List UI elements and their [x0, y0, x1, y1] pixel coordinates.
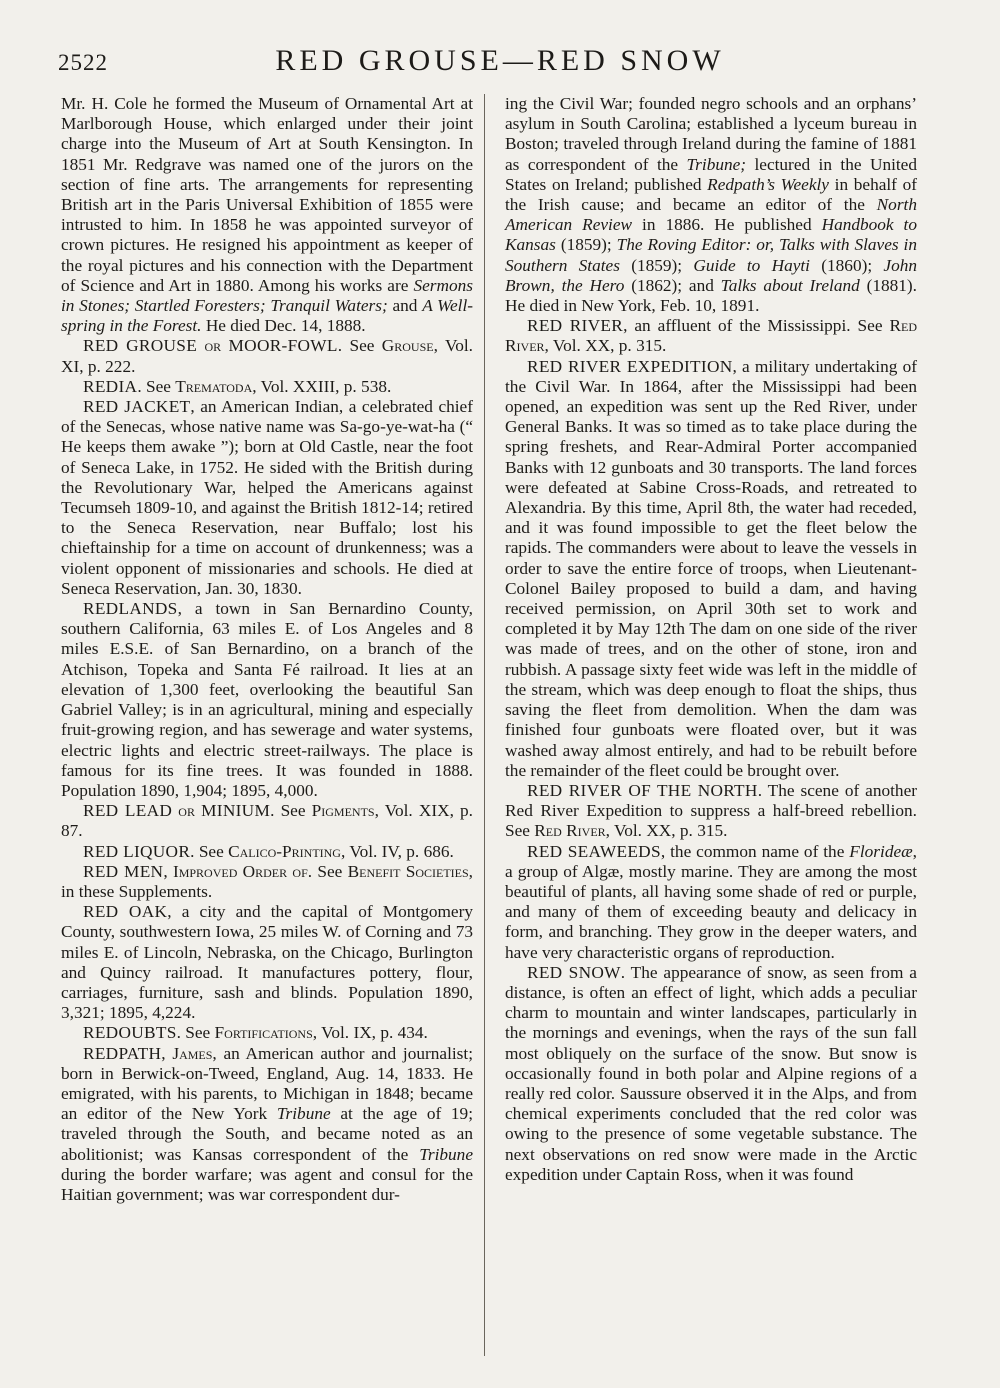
running-title: RED GROUSE—RED SNOW	[275, 44, 725, 77]
entry-paragraph	[61, 397, 473, 599]
entry-paragraph	[61, 94, 473, 336]
entry-text: . The scene of another Red River Expedition to suppress a half-breed rebellion. See	[505, 780, 917, 841]
entry-text: ing the Civil War; founded negro schools and an orphans’ asylum in South Carolina; established a lyceum bureau in Boston; traveled through Ireland during the famine of 1881 as correspondent of the	[505, 94, 917, 174]
entry-paragraph	[61, 862, 473, 902]
entry-text: , Vol. XXIII, p. 538.	[252, 376, 392, 396]
entry-text: , a town in San Bernardino County, southern California, 63 miles E. of Los Angeles and 8 miles E.S.E. of San Bernardino, on a branch of the Atchison, Topeka and Santa Fé railroad. It lies at an elevation of 1,300 feet, overlooking the beautiful San Gabriel Valley; is in an agricultural, mining and especially fruit-growing region, and has sewerage and water systems, electric lights and electric street-railways. The place is famous for its fine trees. It was founded in 1888. Population 1890, 1,904; 1895, 4,000.	[61, 599, 473, 800]
cross-reference: Trematoda	[175, 376, 253, 396]
entry-text: Mr. H. Cole he formed the Museum of Ornamental Art at Marlborough House, which enlarged under their joint charge into the Museum of Art at South Kensington. In 1851 Mr. Redgrave was named one of the jurors on the section of fine arts. The arrangements for representing British art in the Paris Universal Exhibition of 1855 were intrusted to him. In 1858 he was appointed surveyor of crown pictures. He resigned his appointment as keeper of the royal pictures and his connection with the Department of Science and Art in 1880. Among his works are	[61, 94, 473, 295]
entry-text: (1860);	[810, 255, 884, 275]
entry-text: , Vol. XIX, p. 87.	[61, 801, 474, 841]
entry-headword: REDPATH	[83, 1043, 162, 1063]
italic-title: The Roving Editor: or, Talks with Slaves in Southern States	[505, 235, 917, 275]
italic-title: North American Review	[505, 195, 917, 235]
entry-text: . See	[137, 376, 176, 396]
entry-headword: RED JACKET	[83, 397, 191, 417]
entry-text: , Vol. XX, p. 315.	[544, 336, 667, 356]
entry-text: , Vol. IV, p. 686.	[340, 841, 454, 861]
italic-title: Redpath’s Weekly	[707, 174, 829, 194]
entry-paragraph	[61, 377, 473, 397]
cross-reference: Calico-Printing	[228, 841, 341, 861]
italic-title: Tribune;	[686, 154, 747, 174]
entry-paragraph	[61, 599, 473, 801]
entry-text: . See	[190, 841, 229, 861]
entry-paragraph	[61, 842, 473, 862]
entry-paragraph	[505, 963, 917, 1185]
entry-text: in behalf of the Irish cause; and became an editor of the	[505, 174, 918, 215]
entry-text: in 1886. He published	[632, 215, 822, 235]
italic-title: Guide to Hayti	[693, 255, 810, 275]
italic-title: A Well-spring in the Forest.	[61, 296, 474, 336]
cross-reference: Benefit Societies	[347, 861, 469, 881]
entry-headword: REDOUBTS	[83, 1023, 177, 1043]
entry-paragraph	[505, 842, 917, 963]
italic-title: Handbook to Kansas	[505, 215, 917, 255]
entry-headword: MOOR-FOWL	[228, 336, 338, 356]
entry-text: at the age of 19; traveled through the South, and became noted as an abolitionist; was Kansas correspondent of the	[61, 1104, 473, 1164]
entry-text: , an affluent of the Mississippi. See	[623, 316, 890, 336]
cross-reference: Grouse	[381, 336, 434, 356]
entry-text: . The appearance of snow, as seen from a distance, is often an effect of light, which adds a peculiar charm to mountain and winter landscapes, particularly in the mornings and evenings, when the rays of the sun fall most obliquely on the surface of the snow. But snow is occasionally found in both polar and Alpine regions of a really red color. Saussure observed it in the Alps, and from chemical experiments concluded that the red color was owing to the presence of some vegetable substance. The next observations on red snow were made in the Arctic expedition under Captain Ross, when it was found	[505, 962, 917, 1184]
entry-headword: RED MEN	[83, 861, 164, 881]
entry-text: lectured in the United States on Ireland; published	[505, 154, 917, 194]
cross-reference: Improved Order of	[172, 861, 308, 881]
italic-title: Tribune	[276, 1104, 331, 1124]
entry-headword: MINIUM	[201, 801, 271, 821]
entry-text: ,	[163, 861, 173, 881]
entry-headword: RED RIVER	[527, 316, 624, 336]
entry-text: . See	[307, 861, 348, 881]
italic-title: John Brown, the Hero	[505, 255, 918, 295]
cross-reference: James	[172, 1043, 213, 1063]
entry-text: He died Dec. 14, 1888.	[201, 316, 366, 336]
page-header	[0, 44, 1000, 86]
italic-title: Florideæ	[849, 841, 913, 861]
entry-text: ,	[161, 1043, 173, 1063]
entry-headword: RED RIVER EXPEDITION	[527, 356, 733, 376]
entry-headword: RED OAK	[83, 902, 168, 922]
cross-reference: or	[197, 336, 229, 356]
entry-text: , in these Supplements.	[61, 861, 473, 901]
entry-headword: RED GROUSE	[83, 336, 198, 356]
entry-text: , Vol. XI, p. 222.	[61, 336, 474, 376]
entry-paragraph	[505, 94, 917, 316]
entry-text: and	[387, 296, 423, 316]
entry-text: , an American Indian, a celebrated chief of the Senecas, whose native name was Sa-go-ye-wat-ha (“ He keeps them awake ”); born at Old Castle, near the foot of Seneca Lake, in 1752. He sided with the British during the Revolutionary War, helped the Americans against Tecumseh 1809-10, and against the British 1812-14; retired to the Seneca Reservation, near Buffalo; lost his chieftainship for a time on account of drunkenness; was a violent opponent of missionaries and schools. He died at Seneca Reservation, Jan. 30, 1830.	[61, 397, 473, 598]
entry-paragraph	[505, 316, 917, 356]
cross-reference: Red River	[534, 821, 606, 841]
entry-text: , a military undertaking of the Civil War. In 1864, after the Mississippi had been opened, an expedition was sent up the Red River, under General Banks. It was so timed as to take place during the spring freshets, and Rear-Admiral Porter accompanied Banks with 12 gunboats and 30 transports. The land forces were defeated at Sabine Cross-Roads, and retreated to Alexandria. By this time, April 8th, the water had receded, and it was found impossible to get the fleet below the rapids. The commanders were about to leave the vessels in order to save the entire force of troops, when Lieutenant-Colonel Bailey proposed to build a dam, and having received permission, on April 30th set to work and completed it by May 12th The dam on one side of the river was made of trees, and on the other of stone, iron and rubbish. A passage sixty feet wide was left in the middle of the stream, which was deep enough to float the ships, thus saving the fleet from demolition. When the dam was finished four gunboats were floated over, but it was washed away almost entirely, and had to be rebuilt before the remainder of the fleet could be brought over.	[505, 356, 917, 780]
entry-paragraph	[61, 902, 473, 1023]
entry-text: (1859);	[555, 235, 617, 255]
entry-headword: RED LIQUOR	[83, 841, 191, 861]
entry-headword: RED LEAD	[83, 801, 173, 821]
entry-headword: REDLANDS	[83, 599, 178, 619]
entry-text: (1862); and	[624, 275, 721, 295]
entry-text: , Vol. XX, p. 315.	[605, 821, 728, 841]
entry-text: (1881). He died in New York, Feb. 10, 1891.	[505, 275, 917, 316]
entry-text: . See	[176, 1023, 215, 1043]
entry-paragraph	[61, 801, 473, 841]
column-rule	[484, 94, 485, 1356]
entry-text: , Vol. IX, p. 434.	[312, 1023, 428, 1043]
entry-headword: RED SNOW	[527, 962, 621, 982]
entry-text: . See	[337, 336, 382, 356]
entry-text: , the common name of the	[660, 841, 850, 861]
entry-paragraph	[61, 336, 473, 376]
entry-paragraph	[61, 1044, 473, 1206]
entry-text: (1859);	[619, 255, 694, 275]
cross-reference: Pigments	[311, 801, 375, 821]
entry-text: during the border warfare; was agent and consul for the Haitian government; was war correspondent dur-	[61, 1164, 473, 1204]
page-number: 2522	[58, 50, 108, 75]
cross-reference: Fortifications	[214, 1023, 313, 1043]
entry-text: . See	[270, 801, 312, 821]
entry-paragraph	[505, 357, 917, 781]
entry-text: , an American author and journalist; born in Berwick-on-Tweed, England, Aug. 14, 1833. He emigrated, with his parents, to Michigan in 1848; became an editor of the New York	[61, 1043, 474, 1124]
entry-headword: RED SEAWEEDS	[527, 841, 661, 861]
entry-text: , a city and the capital of Montgomery County, southwestern Iowa, 25 miles W. of Corning and 73 miles E. of Lincoln, Nebraska, on the Chicago, Burlington and Quincy railroad. It manufactures pottery, flour, carriages, furniture, sash and blinds. Population 1890, 3,321; 1895, 4,224.	[61, 902, 473, 1023]
italic-title: Sermons in Stones; Startled Foresters; Tranquil Waters;	[61, 275, 473, 316]
entry-text: , a group of Algæ, mostly marine. They are among the most beautiful of plants, all having some shade of red or purple, and many of them of exceeding beauty and delicacy in form, and branching. They grow in the deeper waters, and have very characteristic organs of reproduction.	[505, 841, 917, 962]
left-column	[61, 94, 473, 1205]
cross-reference: or	[172, 801, 202, 821]
entry-paragraph	[505, 781, 917, 842]
italic-title: Tribune	[419, 1144, 473, 1164]
entry-headword: RED RIVER OF THE NORTH	[527, 780, 758, 800]
entry-paragraph	[61, 1023, 473, 1043]
right-column	[505, 94, 917, 1185]
entry-headword: REDIA	[83, 376, 138, 396]
cross-reference: Red River	[505, 316, 917, 356]
italic-title: Talks about Ireland	[720, 275, 860, 295]
